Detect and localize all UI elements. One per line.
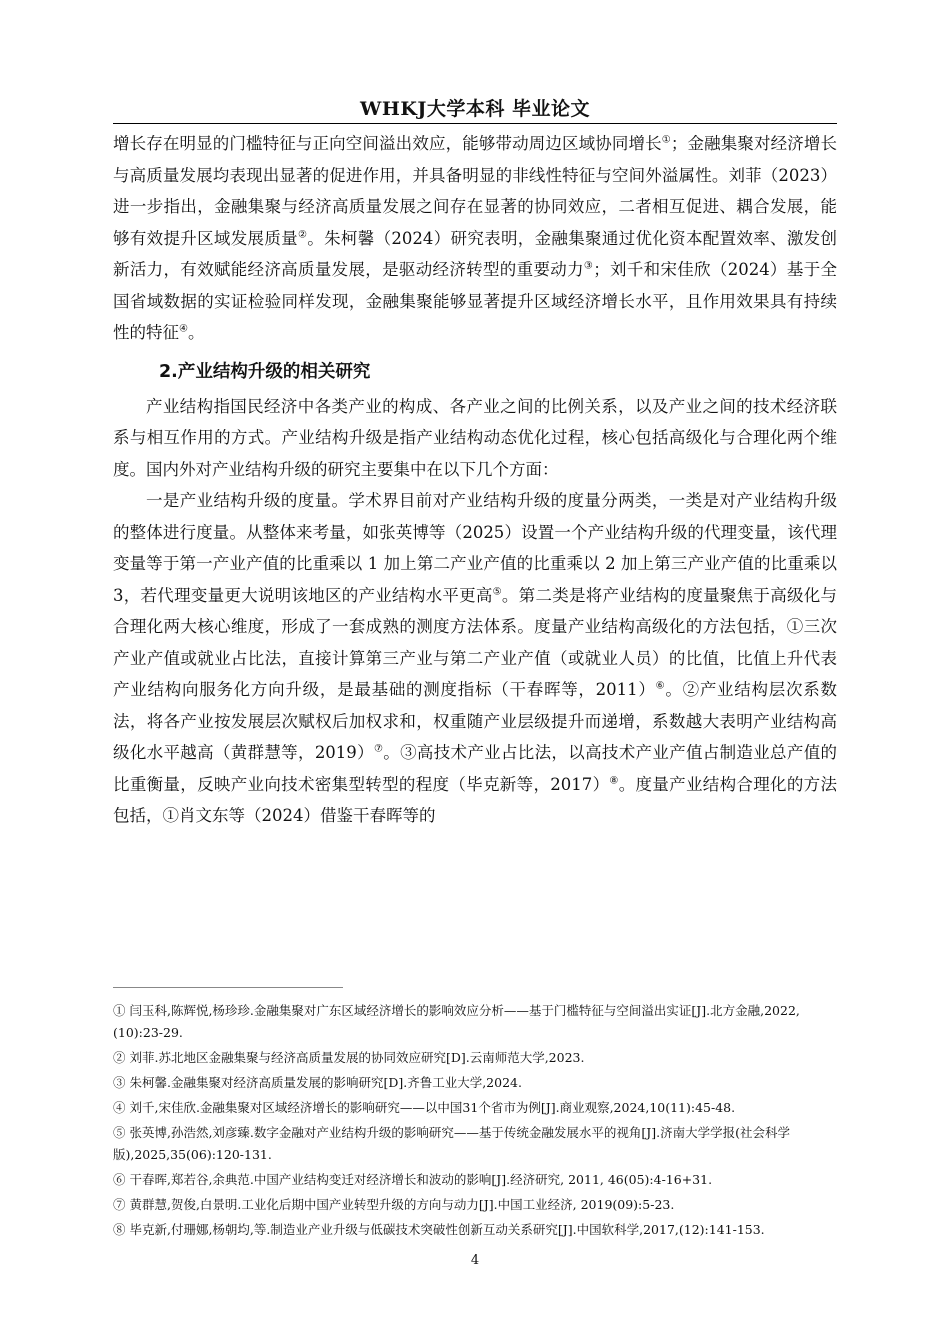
footnote-ref[interactable]: ⑤ [492, 586, 502, 597]
paragraph-3 [113, 485, 837, 832]
text-run: 。度量产业结构合理化的方法包括，①肖文东等（2024）借鉴干春晖等的 [113, 774, 838, 825]
footnote-ref[interactable]: ⑥ [655, 680, 666, 692]
text-run: ；金融集聚对经济增长与高质量发展均表现出显著的促进作用，并具备明显的非线性特征与空间外溢属性。刘菲（2023）进一步指出，金融集聚与经济高质量发展之间存在显著的协同效应，二者相互促进、耦合发展，能够有效提升区域发展质量 [113, 134, 838, 248]
footnote: ⑤ 张英博,孙浩然,刘彦臻.数字金融对产业结构升级的影响研究——基于传统金融发展水平的视角[J].济南大学学报(社会科学版),2025,35(06):120-131. [113, 1125, 791, 1162]
text-run: 。第二类是将产业结构的度量聚焦于高级化与合理化两大核心维度，形成了一套成熟的测度方法体系。度量产业结构高级化的方法包括，①三次产业产值或就业占比法，直接计算第三产业与第二产业产值（或就业人员）的比值，比值上升代表产业结构向服务化方向升级，是最基础的测度指标（干春晖等，2011） [113, 585, 838, 699]
footnote-ref[interactable]: ⑧ [609, 775, 619, 786]
footnote-ref[interactable]: ③ [583, 260, 594, 272]
paragraph-2: 产业结构指国民经济中各类产业的构成、各产业之间的比例关系，以及产业之间的技术经济联系与相互作用的方式。产业结构升级是指产业结构动态优化过程，核心包括高级化与合理化两个维度。国内外对产业结构升级的研究主要集中在以下几个方面： [113, 396, 837, 479]
footnote-divider [113, 987, 343, 988]
section-heading: 2.产业结构升级的相关研究 [159, 361, 371, 382]
footnote-ref[interactable]: ⑦ [373, 743, 384, 755]
text-run: 增长存在明显的门槛特征与正向空间溢出效应，能够带动周边区域协同增长 [113, 134, 662, 153]
text-run: ；刘千和宋佳欣（2024）基于全国省域数据的实证检验同样发现，金融集聚能够显著提升区域经济增长水平，且作用效果具有持续性的特征 [113, 260, 838, 342]
text-run: 。③高技术产业占比法，以高技术产业产值占制造业总产值的比重衡量，反映产业向技术密集型转型的程度（毕克新等，2017） [113, 743, 838, 794]
running-header: WHKJ大学本科 毕业论文 [360, 98, 590, 120]
paragraph-1 [113, 128, 837, 349]
footnote: ⑥ 干春晖,郑若谷,余典范.中国产业结构变迁对经济增长和波动的影响[J].经济研究, 2011, 46(05):4-16+31. [113, 1172, 713, 1187]
footnote: ④ 刘千,宋佳欣.金融集聚对区域经济增长的影响研究——以中国31个省市为例[J].商业观察,2024,10(11):45-48. [113, 1100, 736, 1115]
body-text [113, 128, 837, 832]
header-divider [113, 123, 837, 124]
footnote: ⑧ 毕克新,付珊娜,杨朝均,等.制造业产业升级与低碳技术突破性创新互动关系研究[J].中国软科学,2017,(12):141-153. [113, 1222, 765, 1237]
footnote-ref[interactable]: ① [661, 134, 671, 146]
text-run: 。②产业结构层次系数法，将各产业按发展层次赋权后加权求和，权重随产业层级提升而递增，系数越大表明产业结构高级化水平越高（黄群慧等，2019） [113, 680, 837, 762]
footnote: ② 刘菲.苏北地区金融集聚与经济高质量发展的协同效应研究[D].云南师范大学,2023. [113, 1050, 585, 1065]
footnote-ref[interactable]: ④ [179, 323, 188, 335]
footnote: ① 闫玉科,陈辉悦,杨珍珍.金融集聚对广东区域经济增长的影响效应分析——基于门槛特征与空间溢出实证[J].北方金融,2022,(10):23-29. [113, 1003, 800, 1040]
text-run: 一是产业结构升级的度量。学术界目前对产业结构升级的度量分两类，一类是对产业结构升级的整体进行度量。从整体来考量，如张英博等（2025）设置一个产业结构升级的代理变量，该代理变量等于第一产业产值的比重乘以 1 加上第二产业产值的比重乘以 2 加上第三产业产值的比重乘以 3，若代理变量更大说明该地区的产业结构水平更高 [113, 491, 837, 605]
footnotes [113, 1000, 837, 1244]
text-run: 。朱柯馨（2024）研究表明，金融集聚通过优化资本配置效率、激发创新活力，有效赋能经济高质量发展，是驱动经济转型的重要动力 [113, 228, 838, 279]
footnote-ref[interactable]: ② [298, 229, 308, 240]
text-run: 。 [187, 323, 205, 342]
footnote: ⑦ 黄群慧,贺俊,白景明.工业化后期中国产业转型升级的方向与动力[J].中国工业经济, 2019(09):5-23. [113, 1197, 675, 1212]
footnote: ③ 朱柯馨.金融集聚对经济高质量发展的影响研究[D].齐鲁工业大学,2024. [113, 1075, 522, 1090]
page-number: 4 [470, 1253, 480, 1268]
